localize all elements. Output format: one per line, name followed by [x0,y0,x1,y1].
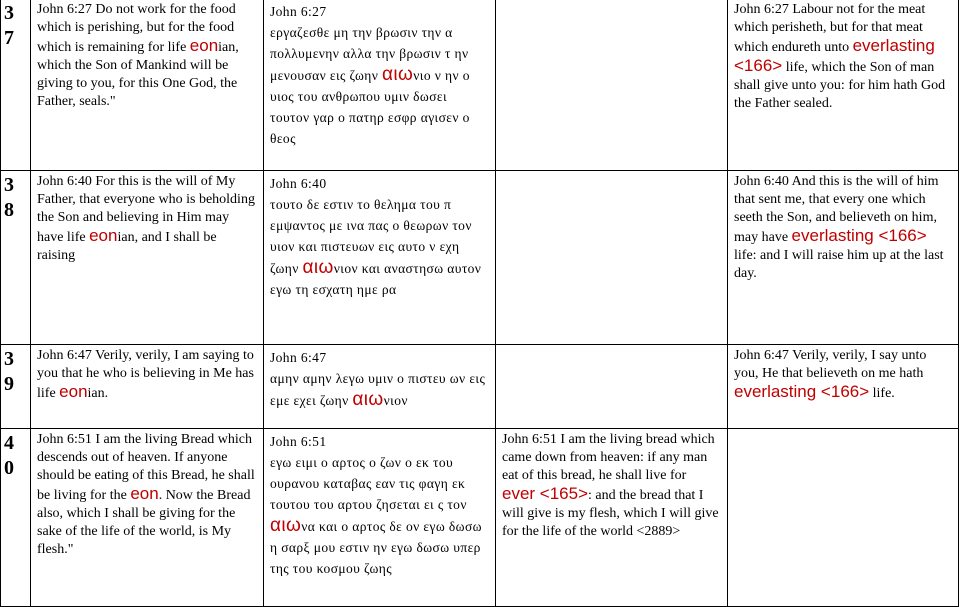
greek-cell: John 6:51 εγω ειμι ο αρτος ο ζων ο εκ του ουρανου καταβας εαν τις φαγη εκ τουτου του αρτου ζησεται ει ς τον αιωνα και ο αρτος δε ον εγω δωσω η σαρξ μου εστιν ην εγω δωσω υπερ της του κοσμου ζωης [264,429,496,607]
highlight-ever: ever <165> [502,484,589,503]
kjv-cell: John 6:27 Labour not for the meat which perisheth, but for that meat which endureth unto everlasting <166> life, which the Son of man shall give unto you: for him hath God the Father sealed. [728,0,959,171]
greek-cell: John 6:27 εργαζεσθε μη την βρωσιν την α πολλυμενην αλλα την βρωσιν τ ην μενουσαν εις ζωην αιωνιο ν ην ο υιος του ανθρωπου υμιν δωσει τουτον γαρ ο πατηρ εσφρ αγισεν ο θεος [264,0,496,171]
concordant-cell: John 6:40 For this is the will of My Father, that everyone who is beholding the Son and believing in Him may have life eonian, and I shall be raising [31,171,264,345]
concordant-cell: John 6:51 I am the living Bread which descends out of heaven. If anyone should be eating of this Bread, he shall be living for the eon. Now the Bread also, which I shall be giving for the sake of the life of the world, is My flesh." [31,429,264,607]
highlight-aio: αιω [270,515,302,536]
row-number: 3 7 [1,0,31,171]
kjv-cell [728,429,959,607]
kjv-cell: John 6:40 And this is the will of him that sent me, that every one which seeth the Son, and believeth on him, may have everlasting <166> life: and I will raise him up at the last day. [728,171,959,345]
table-row [1,0,959,171]
kjv-cell-left [496,345,728,429]
kjv-cell-left [496,171,728,345]
highlight-everlasting: everlasting <166> [734,382,870,401]
highlight-everlasting: everlasting <166> [791,226,927,245]
greek-cell: John 6:40 τουτο δε εστιν το θελημα του π εμψαντος με ινα πας ο θεωρων τον υιον και πιστευων εις αυτο ν εχη ζωην αιωνιον και αναστησω αυτον εγω τη εσχατη ημε ρα [264,171,496,345]
table-row [1,171,959,345]
kjv-cell-left [496,0,728,171]
highlight-eon: eon [189,36,219,55]
highlight-eon: eon [59,382,88,401]
row-number: 4 0 [1,429,31,607]
row-number: 3 9 [1,345,31,429]
highlight-eon: eon [130,484,159,503]
kjv-cell: John 6:47 Verily, verily, I say unto you, He that believeth on me hath everlasting <166> life. [728,345,959,429]
table-row [1,345,959,429]
highlight-everlasting: everlasting <166> [734,36,935,75]
highlight-aio: αιω [302,257,334,278]
highlight-eon: eon [89,226,118,245]
highlight-aio: αιω [352,389,384,410]
kjv-cell-left: John 6:51 I am the living bread which came down from heaven: if any man eat of this bread, he shall live for ever <165>: and the bread that I will give is my flesh, which I will give for the life of the world <2889> [496,429,728,607]
highlight-aio: αιω [382,64,414,85]
concordant-cell: John 6:47 Verily, verily, I am saying to you that he who is believing in Me has life eonian. [31,345,264,429]
concordant-cell: John 6:27 Do not work for the food which is perishing, but for the food which is remaining for life eonian, which the Son of Mankind will be giving to you, for this One God, the Father, seals." [31,0,264,171]
row-number: 3 8 [1,171,31,345]
table-row [1,429,959,607]
greek-cell: John 6:47 αμην αμην λεγω υμιν ο πιστευ ων εις εμε εχει ζωην αιωνιον [264,345,496,429]
